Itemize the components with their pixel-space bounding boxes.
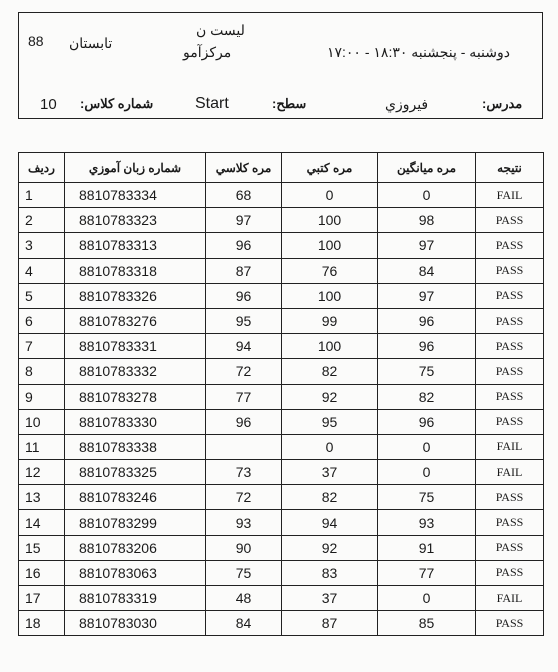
column-header-student-id: شماره زبان آموزي bbox=[65, 153, 206, 183]
average-score-cell: 0 bbox=[378, 460, 476, 485]
average-score-cell: 93 bbox=[378, 510, 476, 535]
row-number-cell: 18 bbox=[19, 611, 65, 636]
table-row bbox=[19, 560, 544, 585]
class-score-cell: 75 bbox=[206, 560, 282, 585]
row-number-cell: 16 bbox=[19, 560, 65, 585]
table-row bbox=[19, 485, 544, 510]
result-cell: PASS bbox=[476, 308, 544, 333]
student-id-cell: 8810783299 bbox=[65, 510, 206, 535]
average-score-cell: 97 bbox=[378, 283, 476, 308]
class-score-cell: 48 bbox=[206, 586, 282, 611]
student-id-cell: 8810783246 bbox=[65, 485, 206, 510]
written-score-cell: 99 bbox=[282, 308, 378, 333]
column-header-class-score: مره كلاسي bbox=[206, 153, 282, 183]
row-number-cell: 10 bbox=[19, 409, 65, 434]
table-row bbox=[19, 434, 544, 459]
class-score-cell: 96 bbox=[206, 283, 282, 308]
teacher-label: مدرس: bbox=[482, 96, 523, 111]
table-row bbox=[19, 208, 544, 233]
student-id-cell: 8810783318 bbox=[65, 258, 206, 283]
written-score-cell: 76 bbox=[282, 258, 378, 283]
student-id-cell: 8810783338 bbox=[65, 434, 206, 459]
table-row bbox=[19, 611, 544, 636]
class-score-cell: 77 bbox=[206, 384, 282, 409]
average-score-cell: 97 bbox=[378, 233, 476, 258]
row-number-cell: 13 bbox=[19, 485, 65, 510]
result-cell: PASS bbox=[476, 283, 544, 308]
average-score-cell: 75 bbox=[378, 359, 476, 384]
row-number-cell: 3 bbox=[19, 233, 65, 258]
result-cell: PASS bbox=[476, 334, 544, 359]
student-id-cell: 8810783326 bbox=[65, 283, 206, 308]
result-cell: PASS bbox=[476, 611, 544, 636]
page-number: 88 bbox=[28, 33, 44, 49]
table-row bbox=[19, 409, 544, 434]
class-score-cell: 72 bbox=[206, 359, 282, 384]
class-score-cell: 90 bbox=[206, 535, 282, 560]
document-title: ليست ن bbox=[196, 22, 245, 38]
table-row bbox=[19, 283, 544, 308]
table-row bbox=[19, 183, 544, 208]
student-id-cell: 8810783206 bbox=[65, 535, 206, 560]
student-id-cell: 8810783332 bbox=[65, 359, 206, 384]
written-score-cell: 37 bbox=[282, 460, 378, 485]
row-number-cell: 2 bbox=[19, 208, 65, 233]
result-cell: PASS bbox=[476, 208, 544, 233]
class-score-cell bbox=[206, 434, 282, 459]
average-score-cell: 0 bbox=[378, 183, 476, 208]
average-score-cell: 77 bbox=[378, 560, 476, 585]
student-id-cell: 8810783330 bbox=[65, 409, 206, 434]
average-score-cell: 0 bbox=[378, 586, 476, 611]
row-number-cell: 9 bbox=[19, 384, 65, 409]
result-cell: PASS bbox=[476, 485, 544, 510]
student-id-cell: 8810783313 bbox=[65, 233, 206, 258]
average-score-cell: 96 bbox=[378, 308, 476, 333]
average-score-cell: 75 bbox=[378, 485, 476, 510]
average-score-cell: 0 bbox=[378, 434, 476, 459]
class-score-cell: 94 bbox=[206, 334, 282, 359]
row-number-cell: 11 bbox=[19, 434, 65, 459]
written-score-cell: 100 bbox=[282, 334, 378, 359]
level-label: سطح: bbox=[272, 96, 307, 111]
row-number-cell: 8 bbox=[19, 359, 65, 384]
class-score-cell: 95 bbox=[206, 308, 282, 333]
row-number-cell: 6 bbox=[19, 308, 65, 333]
average-score-cell: 96 bbox=[378, 409, 476, 434]
average-score-cell: 84 bbox=[378, 258, 476, 283]
written-score-cell: 0 bbox=[282, 434, 378, 459]
class-score-cell: 73 bbox=[206, 460, 282, 485]
result-cell: PASS bbox=[476, 560, 544, 585]
result-cell: FAIL bbox=[476, 586, 544, 611]
row-number-cell: 1 bbox=[19, 183, 65, 208]
written-score-cell: 82 bbox=[282, 485, 378, 510]
written-score-cell: 94 bbox=[282, 510, 378, 535]
student-id-cell: 8810783334 bbox=[65, 183, 206, 208]
row-number-cell: 7 bbox=[19, 334, 65, 359]
schedule: دوشنبه - پنجشنبه ۱۸:۳۰ - ۱۷:۰۰ bbox=[326, 44, 510, 60]
result-cell: FAIL bbox=[476, 183, 544, 208]
result-cell: PASS bbox=[476, 258, 544, 283]
written-score-cell: 83 bbox=[282, 560, 378, 585]
table-row bbox=[19, 308, 544, 333]
result-cell: PASS bbox=[476, 535, 544, 560]
result-cell: PASS bbox=[476, 233, 544, 258]
result-cell: FAIL bbox=[476, 460, 544, 485]
table-row bbox=[19, 258, 544, 283]
result-cell: FAIL bbox=[476, 434, 544, 459]
table-row bbox=[19, 233, 544, 258]
grades-table bbox=[18, 152, 544, 636]
written-score-cell: 92 bbox=[282, 535, 378, 560]
written-score-cell: 82 bbox=[282, 359, 378, 384]
average-score-cell: 91 bbox=[378, 535, 476, 560]
row-number-cell: 14 bbox=[19, 510, 65, 535]
average-score-cell: 85 bbox=[378, 611, 476, 636]
column-header-result: نتيجه bbox=[476, 153, 544, 183]
class-number-value: 10 bbox=[40, 96, 57, 113]
student-id-cell: 8810783331 bbox=[65, 334, 206, 359]
center-name: مركزآمو bbox=[183, 44, 232, 60]
class-score-cell: 96 bbox=[206, 409, 282, 434]
table-row bbox=[19, 510, 544, 535]
average-score-cell: 98 bbox=[378, 208, 476, 233]
table-row bbox=[19, 586, 544, 611]
row-number-cell: 12 bbox=[19, 460, 65, 485]
table-header-row bbox=[19, 153, 544, 183]
table-row bbox=[19, 535, 544, 560]
class-score-cell: 87 bbox=[206, 258, 282, 283]
student-id-cell: 8810783030 bbox=[65, 611, 206, 636]
result-cell: PASS bbox=[476, 359, 544, 384]
column-header-written-score: مره كتبي bbox=[282, 153, 378, 183]
written-score-cell: 95 bbox=[282, 409, 378, 434]
level-value: Start bbox=[195, 95, 229, 112]
row-number-cell: 17 bbox=[19, 586, 65, 611]
student-id-cell: 8810783278 bbox=[65, 384, 206, 409]
class-score-cell: 93 bbox=[206, 510, 282, 535]
row-number-cell: 4 bbox=[19, 258, 65, 283]
result-cell: PASS bbox=[476, 510, 544, 535]
class-score-cell: 97 bbox=[206, 208, 282, 233]
class-score-cell: 84 bbox=[206, 611, 282, 636]
table-row bbox=[19, 460, 544, 485]
written-score-cell: 0 bbox=[282, 183, 378, 208]
column-header-row-number: رديف bbox=[19, 153, 65, 183]
table-row bbox=[19, 334, 544, 359]
written-score-cell: 92 bbox=[282, 384, 378, 409]
written-score-cell: 100 bbox=[282, 208, 378, 233]
class-score-cell: 72 bbox=[206, 485, 282, 510]
student-id-cell: 8810783325 bbox=[65, 460, 206, 485]
student-id-cell: 8810783276 bbox=[65, 308, 206, 333]
result-cell: PASS bbox=[476, 384, 544, 409]
teacher-value: فيروزي bbox=[385, 96, 429, 112]
written-score-cell: 100 bbox=[282, 283, 378, 308]
written-score-cell: 37 bbox=[282, 586, 378, 611]
result-cell: PASS bbox=[476, 409, 544, 434]
student-id-cell: 8810783323 bbox=[65, 208, 206, 233]
class-number-label: شماره كلاس: bbox=[80, 96, 154, 111]
average-score-cell: 96 bbox=[378, 334, 476, 359]
table-row bbox=[19, 359, 544, 384]
written-score-cell: 87 bbox=[282, 611, 378, 636]
student-id-cell: 8810783063 bbox=[65, 560, 206, 585]
row-number-cell: 5 bbox=[19, 283, 65, 308]
class-score-cell: 68 bbox=[206, 183, 282, 208]
average-score-cell: 82 bbox=[378, 384, 476, 409]
class-score-cell: 96 bbox=[206, 233, 282, 258]
table-row bbox=[19, 384, 544, 409]
student-id-cell: 8810783319 bbox=[65, 586, 206, 611]
term-label: تابستان bbox=[69, 35, 113, 51]
column-header-average-score: مره ميانگين bbox=[378, 153, 476, 183]
written-score-cell: 100 bbox=[282, 233, 378, 258]
row-number-cell: 15 bbox=[19, 535, 65, 560]
